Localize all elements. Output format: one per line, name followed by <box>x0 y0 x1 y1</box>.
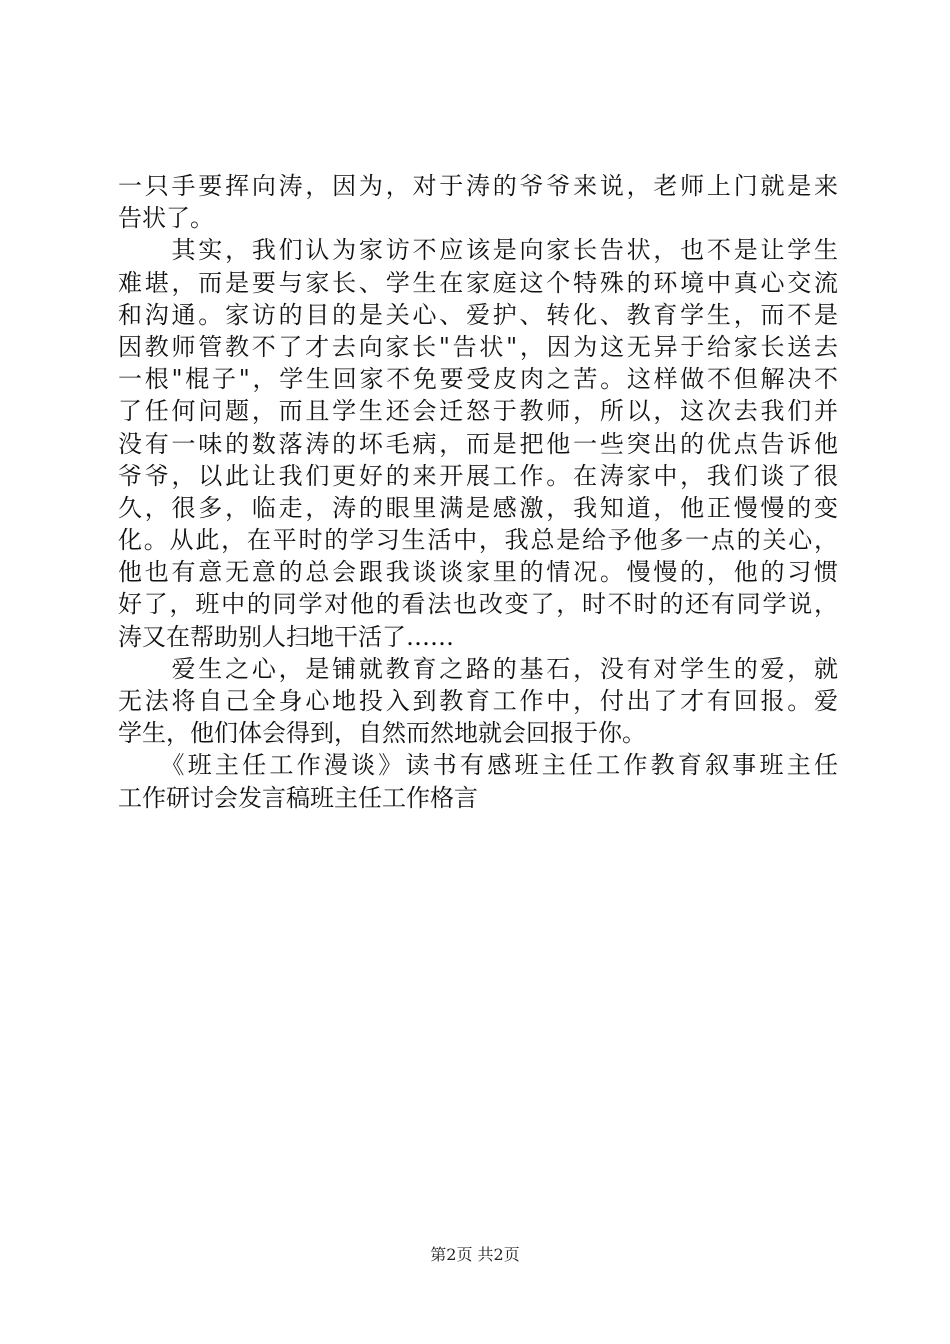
text-line: 没有一味的数落涛的坏毛病，而是把他一些突出的优点告诉他 <box>118 429 838 458</box>
document-body <box>118 170 838 814</box>
text-line: 涛又在帮助别人扫地干活了…… <box>118 622 454 651</box>
text-line: 其实，我们认为家访不应该是向家长告状，也不是让学生 <box>118 236 838 265</box>
text-line: 无法将自己全身心地投入到教育工作中，付出了才有回报。爱 <box>118 687 838 715</box>
text-line: 和沟通。家访的目的是关心、爱护、转化、教育学生，而不是 <box>118 300 838 329</box>
text-line: 一根"棍子"，学生回家不免要受皮肉之苦。这样做不但解决不 <box>118 365 838 394</box>
text-line: 一只手要挥向涛，因为，对于涛的爷爷来说，老师上门就是来 <box>118 172 838 200</box>
text-line: 学生，他们体会得到，自然而然地就会回报于你。 <box>118 719 646 748</box>
text-line: 因教师管教不了才去向家长"告状"，因为这无异于给家长送去 <box>118 332 838 361</box>
text-line: 化。从此，在平时的学习生活中，我总是给予他多一点的关心， <box>118 526 838 555</box>
text-line: 久，很多，临走，涛的眼里满是感激，我知道，他正慢慢的变 <box>118 493 838 522</box>
text-line: 工作研讨会发言稿班主任工作格言 <box>118 783 478 812</box>
page-number-label: 第2页 共2页 <box>430 1245 520 1264</box>
text-line: 了任何问题，而且学生还会迁怒于教师，所以，这次去我们并 <box>118 397 838 426</box>
text-line: 告状了。 <box>118 204 214 233</box>
page-footer <box>0 1243 950 1267</box>
text-line: 爷爷，以此让我们更好的来开展工作。在涛家中，我们谈了很 <box>118 461 838 490</box>
text-line: 难堪，而是要与家长、学生在家庭这个特殊的环境中真心交流 <box>118 268 838 297</box>
text-line: 好了，班中的同学对他的看法也改变了，时不时的还有同学说， <box>118 590 838 619</box>
text-line: 爱生之心，是铺就教育之路的基石，没有对学生的爱，就 <box>118 654 838 683</box>
text-line: 《班主任工作漫谈》读书有感班主任工作教育叙事班主任 <box>118 751 838 780</box>
text-line: 他也有意无意的总会跟我谈谈家里的情况。慢慢的，他的习惯 <box>118 558 838 587</box>
